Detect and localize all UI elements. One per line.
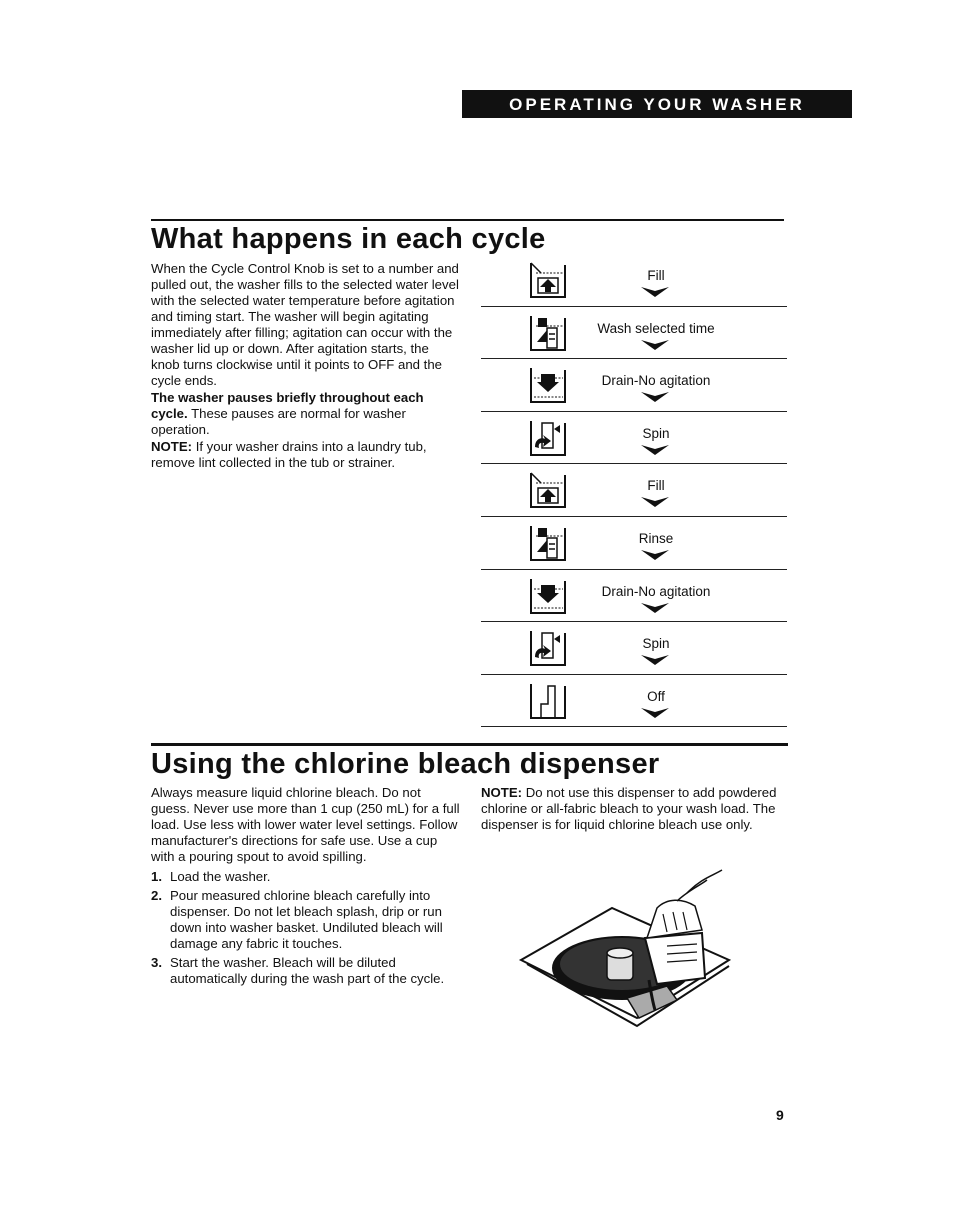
fill-icon [527,259,569,301]
cycle-section-title: What happens in each cycle [151,223,546,255]
down-arrow-icon [641,603,669,613]
down-arrow-icon [641,392,669,402]
step-label: Spin [642,636,670,652]
pause-rest-text: These pauses are normal for washer operation. [151,406,406,437]
cycle-step [481,464,787,517]
cycle-step [481,570,787,623]
fill-icon [527,469,569,511]
off-icon [527,680,569,722]
bleach-note-paragraph [481,785,786,833]
cycle-step [481,412,787,465]
bleach-pouring-illustration [517,868,732,1033]
bleach-left-column [151,785,463,990]
cycle-step [481,254,787,307]
cycle-step [481,517,787,570]
list-item: 2. Pour measured chlorine bleach carefully into dispenser. Do not let bleach splash, drip or run down into washer basket. Undiluted bleach will damage any fabric it touches. [151,888,443,951]
section-rule-top [151,219,784,221]
list-item: 3. Start the washer. Bleach will be diluted automatically during the wash part of the cycle. [151,955,445,986]
cycle-note-paragraph [151,439,461,471]
step-label: Fill [647,478,665,494]
note-label: NOTE: [481,785,523,800]
page-number: 9 [776,1107,784,1123]
section-rule-bleach [151,743,788,746]
cycle-text-column [151,261,461,471]
note-label: NOTE: [151,439,193,454]
spin-icon [527,417,569,459]
bleach-right-column [481,785,786,833]
down-arrow-icon [641,655,669,665]
cycle-intro-paragraph: When the Cycle Control Knob is set to a number and pulled out, the washer fills to the selected water level with the selected water temperature before agitation and timing start. The washer will begin agitating immediately after filling; agitation can occur with the washer lid up or down. After agitation starts, the knob turns clockwise until it points to OFF and the cycle ends. [151,261,459,388]
spin-icon [527,627,569,669]
step-label: Wash selected time [597,320,715,336]
step-label: Drain-No agitation [601,373,711,389]
down-arrow-icon [641,445,669,455]
step-label: Fill [647,268,665,283]
pause-paragraph [151,390,461,438]
bleach-section-title: Using the chlorine bleach dispenser [151,748,660,780]
bleach-steps-list [151,869,463,987]
down-arrow-icon [641,708,669,718]
cycle-step [481,359,787,412]
list-item: 1. Load the washer. [151,869,271,884]
drain-icon [527,575,569,617]
cycle-steps-list [481,254,787,727]
cycle-step [481,307,787,360]
cycle-step [481,622,787,675]
note-text: Do not use this dispenser to add powdered chlorine or all-fabric bleach to your wash load. The dispenser is for liquid chlorine bleach use only. [481,785,777,832]
bleach-intro-paragraph: Always measure liquid chlorine bleach. Do not guess. Never use more than 1 cup (250 mL) for a full load. Use less with lower water level settings. Follow manufacturer's directions for safe use. Use a cup with a pouring spout to avoid spilling. [151,785,460,864]
section-header-bar: OPERATING YOUR WASHER [462,90,852,118]
step-label: Spin [642,425,670,441]
cycle-step [481,675,787,728]
step-label: Rinse [638,530,674,546]
pause-bold-text: The washer pauses briefly throughout each cycle. [151,390,424,421]
drain-icon [527,364,569,406]
wash-icon [527,312,569,354]
note-text: If your washer drains into a laundry tub, remove lint collected in the tub or strainer. [151,439,427,470]
step-label: Off [647,688,665,704]
rinse-icon [527,522,569,564]
step-label: Drain-No agitation [601,583,711,599]
down-arrow-icon [641,340,669,350]
down-arrow-icon [641,287,669,297]
down-arrow-icon [641,550,669,560]
down-arrow-icon [641,497,669,507]
